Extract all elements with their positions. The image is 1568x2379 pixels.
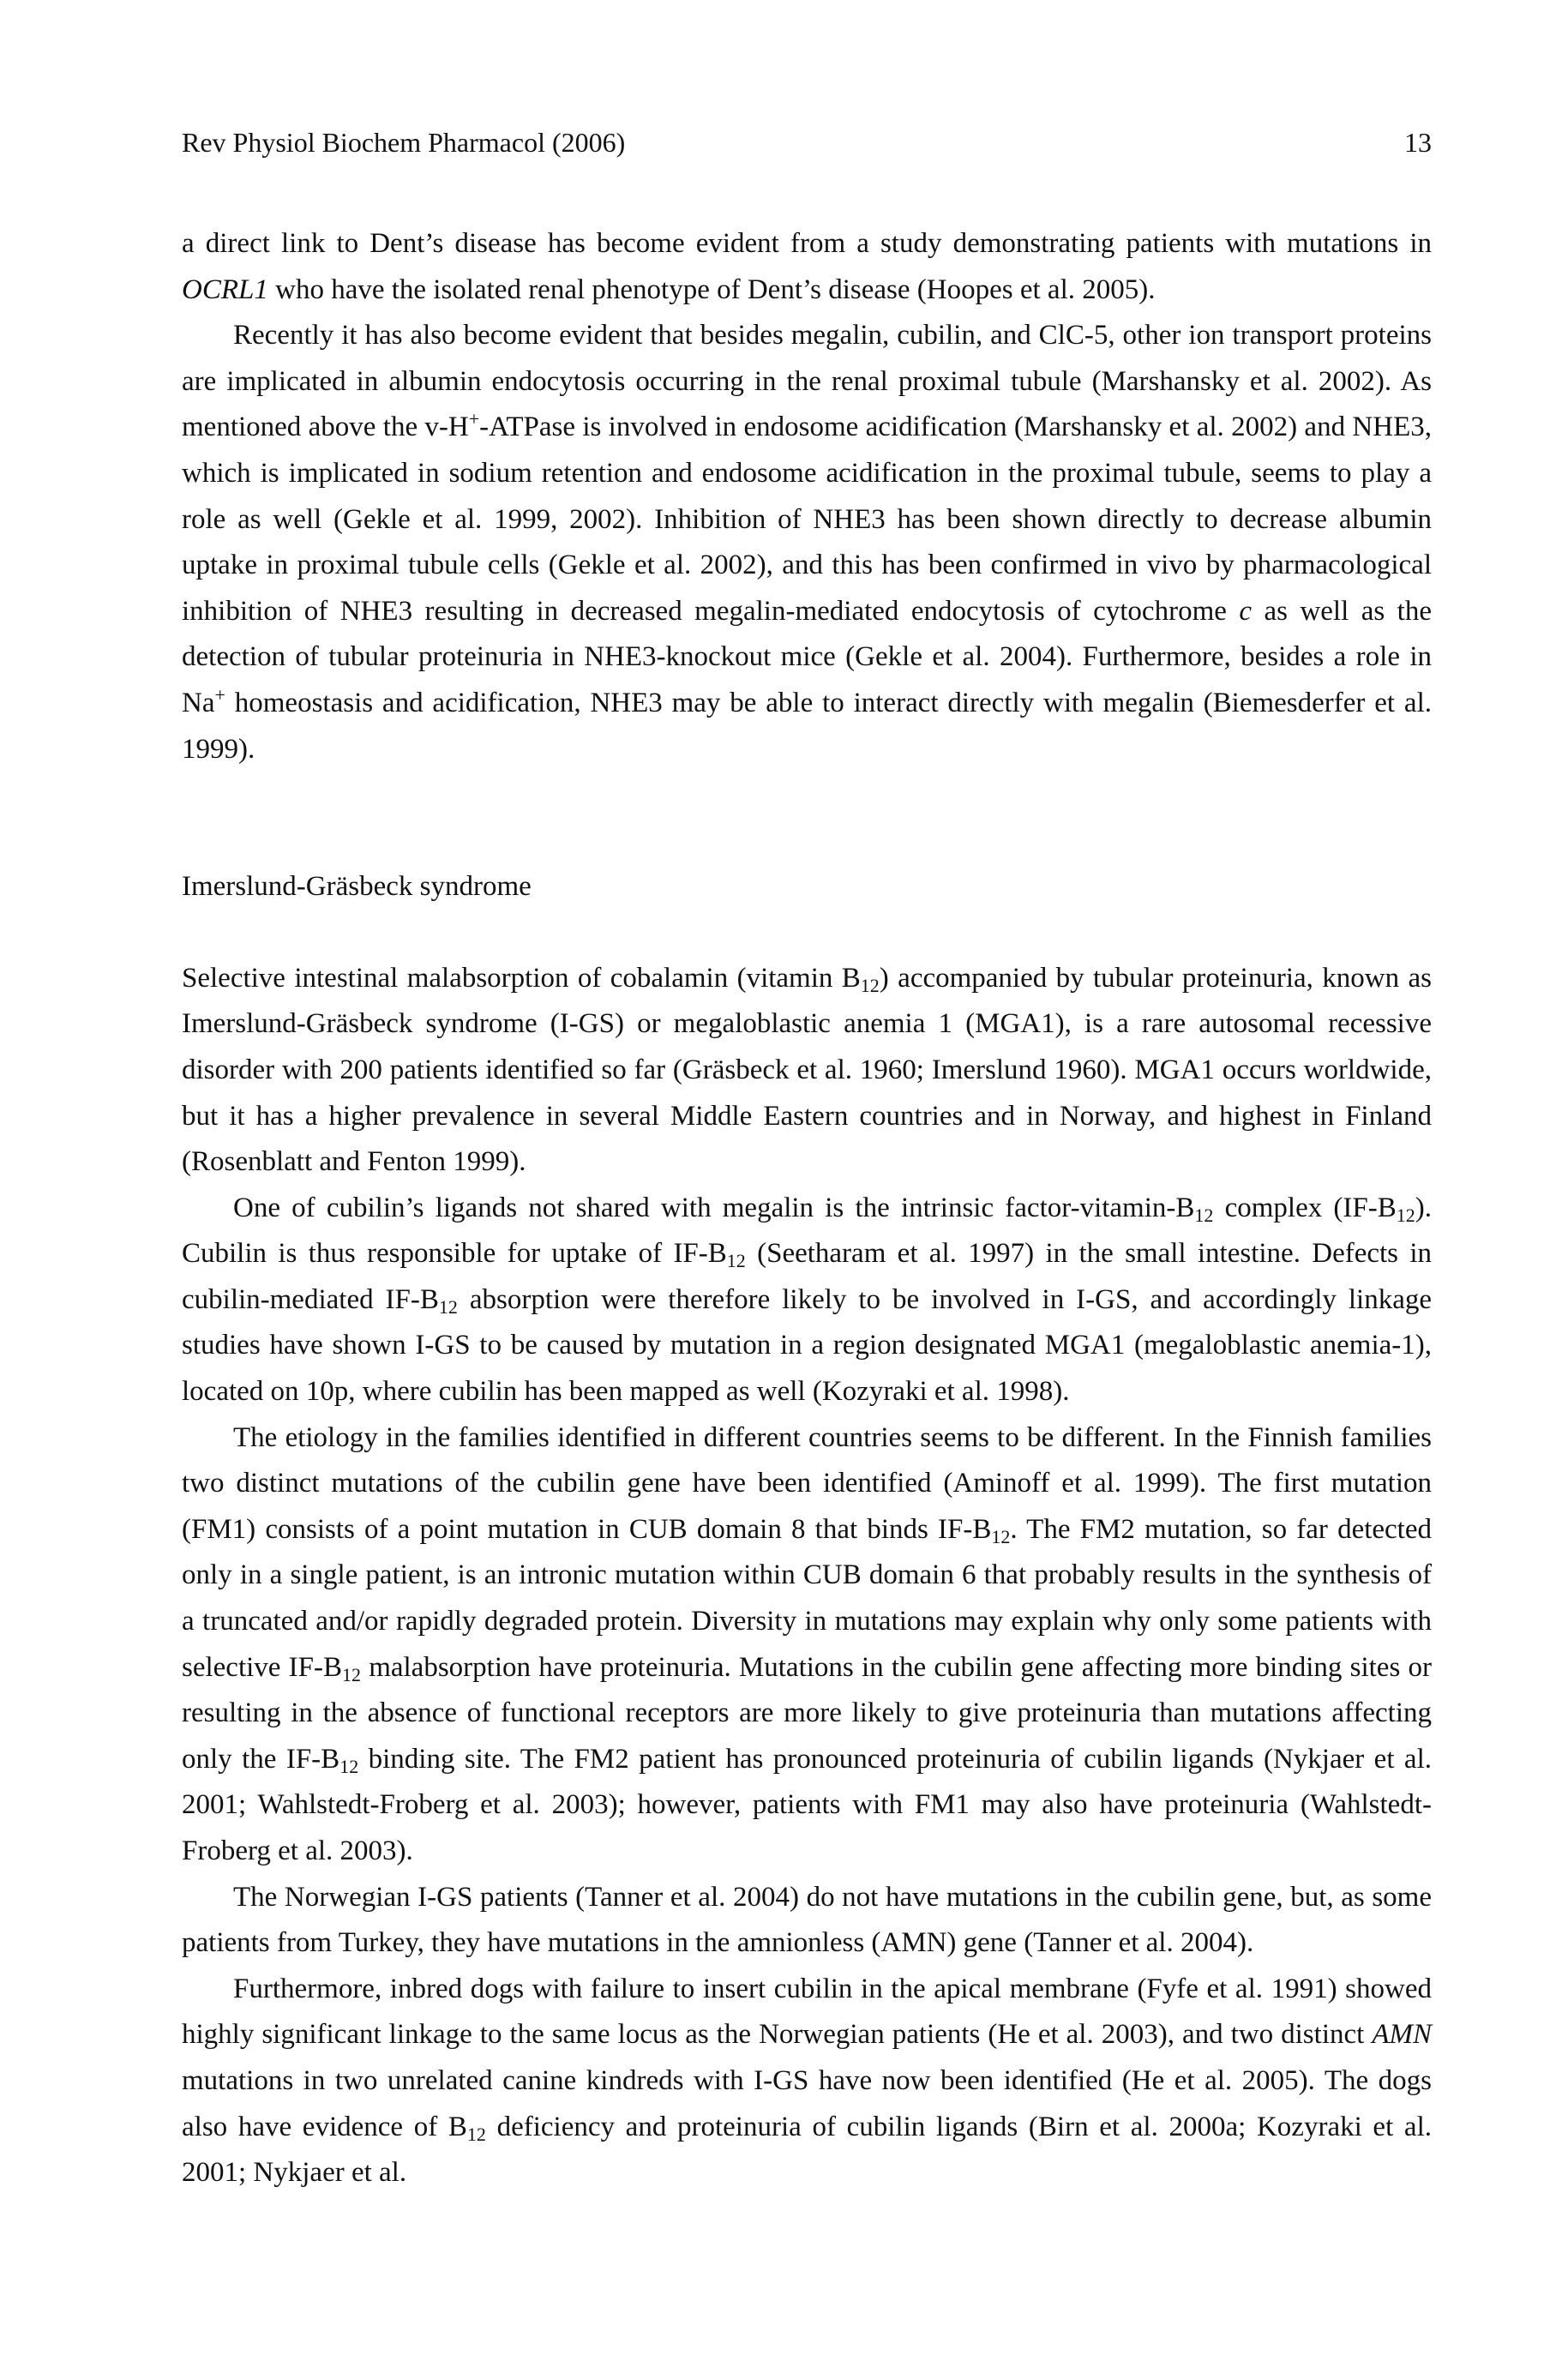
paragraph-dents-disease-continued: a direct link to Dent’s disease has become evident from a study demonstrating patients with mutations in OCRL1 who have the isolated renal phenotype of Dent’s disease (Hoopes et al. 2005). xyxy=(182,228,1432,305)
section-heading: Imerslund-Gräsbeck syndrome xyxy=(182,871,532,903)
paragraph-cubilin-ligands: One of cubilin’s ligands not shared with megalin is the intrinsic factor-$vitamin-B_{12}$ complex $(IF-B_{12})$. Cubilin is thus responsible for uptake of $IF-B_{12}$ (Seetharam et al. 1997) in the small intestine. Defects in cubilin-mediated $IF-B_{12}$ absorption were therefore likely to be involved in I-GS, and accordingly linkage studies have shown I-GS to be caused by mutation in a region designated MGA1 (megaloblastic anemia-1), located on 10p, where cubilin has been mapped as well (Kozyraki et al. 1998). xyxy=(182,1192,1433,1408)
paragraph-ion-transport-proteins: Recently it has also become evident that besides megalin, cubilin, and ClC-5, other ion transport proteins are implicated in albumin endocytosis occurring in the renal proximal tubule (Marshansky et al. 2002). As mentioned above the v-H+-ATPase is involved in endosome acidification (Marshansky et al. 2002) and NHE3, which is implicated in sodium retention and endosome acidification in the proximal tubule, seems to play a role as well (Gekle et al. 1999, 2002). Inhibition of NHE3 has been shown directly to decrease albumin uptake in proximal tubule cells (Gekle et al. 2002), and this has been confirmed in vivo by pharmacological inhibition of NHE3 resulting in decreased megalin-mediated endocytosis of cytochrome c as well as the detection of tubular proteinuria in NHE3-knockout mice (Gekle et al. 2004). Furthermore, besides a role in Na+ homeostasis and acidification, NHE3 may be able to interact directly with megalin (Biemesderfer et al. 1999). xyxy=(182,320,1432,765)
paragraph-etiology: The etiology in the families identified in different countries seems to be different. In the Finnish families two distinct mutations of the cubilin gene have been identified (Aminoff et al. 1999). The first mutation (FM1) consists of a point mutation in CUB domain 8 that binds $IF-B_{12}$. The FM2 mutation, so far detected only in a single patient, is an intronic mutation within CUB domain 6 that probably results in the synthesis of a truncated and/or rapidly degraded protein. Diversity in mutations may explain why only some patients with selective $IF-B_{12}$ malabsorption have proteinuria. Mutations in the cubilin gene affecting more binding sites or resulting in the absence of functional receptors are more likely to give proteinuria than mutations affecting only the $IF-B_{12}$ binding site. The FM2 patient has pronounced proteinuria of cubilin ligands (Nykjaer et al. 2001; Wahlstedt-Froberg et al. 2003); however, patients with FM1 may also have proteinuria (Wahlstedt-Froberg et al. 2003). xyxy=(182,1421,1432,1866)
paragraph-igs-intro: Selective intestinal malabsorption of cobalamin (vitamin $B_{12}$) accompanied by tubular proteinuria, known as Imerslund-Gräsbeck syndrome (I-GS) or megaloblastic anemia 1 (MGA1), is a rare autosomal recessive disorder with 200 patients identified so far (Gräsbeck et al. 1960; Imerslund 1960). MGA1 occurs worldwide, but it has a higher prevalence in several Middle Eastern countries and in Norway, and highest in Finland (Rosenblatt and Fenton 1999). xyxy=(182,962,1432,1178)
running-head xyxy=(182,125,1432,159)
journal-title: Rev Physiol Biochem Pharmacol (2006) xyxy=(182,127,626,158)
paragraph-norwegian-patients: The Norwegian I-GS patients (Tanner et al. 2004) do not have mutations in the cubilin gene, but, as some patients from Turkey, they have mutations in the amnionless (AMN) gene (Tanner et al. 2004). xyxy=(182,1881,1432,1959)
section-spacer xyxy=(182,910,1432,956)
document-page xyxy=(182,0,1432,2379)
section-spacer xyxy=(182,772,1432,864)
body-text xyxy=(182,221,1432,2196)
paragraph-inbred-dogs: Furthermore, inbred dogs with failure to insert cubilin in the apical membrane (Fyfe et al. 1991) showed highly significant linkage to the same locus as the Norwegian patients (He et al. 2003), and two distinct AMN mutations in two unrelated canine kindreds with I-GS have now been identified (He et al. 2005). The dogs also have evidence of $B_{12}$ deficiency and proteinuria of cubilin ligands (Birn et al. 2000a; Kozyraki et al. 2001; Nykjaer et al. xyxy=(182,1973,1432,2189)
page-number: 13 xyxy=(1404,127,1432,158)
